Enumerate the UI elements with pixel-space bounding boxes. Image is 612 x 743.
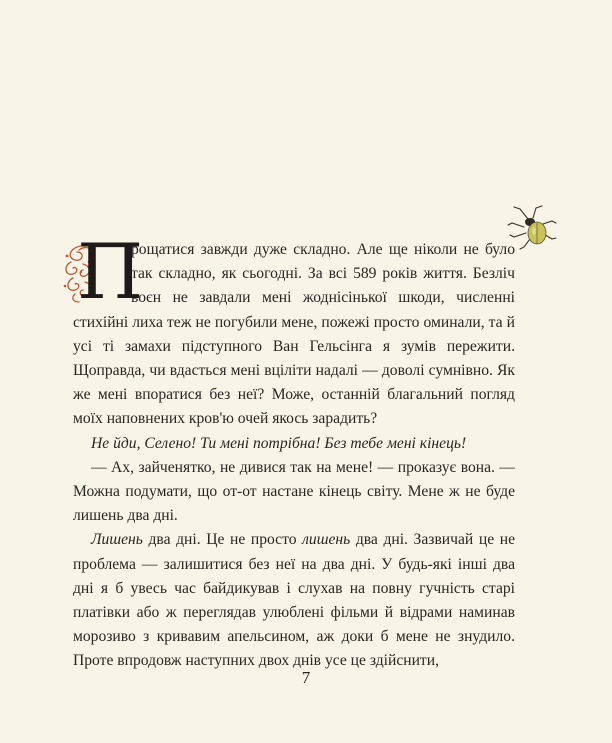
paragraph-1: рощатися завжди дуже складно. Але ще ніколи не було так складно, як сьогодні. За всі 589 років життя. Безліч воєн не завдали мені жоднісінької шкоди, численні стихійні лиха теж не погубили мене, пожежі просто оминали, та й усі ті замахи підступного Ван Гельсінга я зумів пережити. Щоправда, чи вдасться мені вціліти надалі — доволі сумнівно. Як же мені впоратися без неї? Може, останній благальний погляд моїх наповнених кров'ю очей якось зарадить? (73, 241, 515, 428)
paragraph-2: Не йди, Селено! Ти мені потрібна! Без тебе мені кінець! (91, 434, 467, 452)
drop-cap (61, 227, 144, 316)
paragraph-4 (73, 528, 515, 673)
paragraph-4-text-a: два дні. Це не просто (142, 531, 303, 549)
body-text (73, 227, 515, 674)
page-number: 7 (301, 668, 311, 687)
paragraph-3: — Ах, зайченятко, не дивися так на мене! — проказує вона. — Можна подумати, що от-от настане кінець світу. Мене ж не буде лишень два дні. (73, 458, 515, 525)
paragraph-4-text-b: два дні. Зазвичай це не проблема — залишитися без неї на два дні. У будь-які інші два дні я б увесь час байдикував і слухав на повну гучність старі платівки або ж переглядав улюблені фільми й відрами наминав морозиво з кривавим апельсином, аж доки б мене не знудило. Проте впродовж наступних двох днів усе це здійснити, (73, 531, 515, 670)
emphasis-lishen-1: Лишень (91, 531, 143, 549)
emphasis-lishen-2: лишень (302, 531, 351, 549)
drop-cap-letter: П (77, 227, 144, 316)
